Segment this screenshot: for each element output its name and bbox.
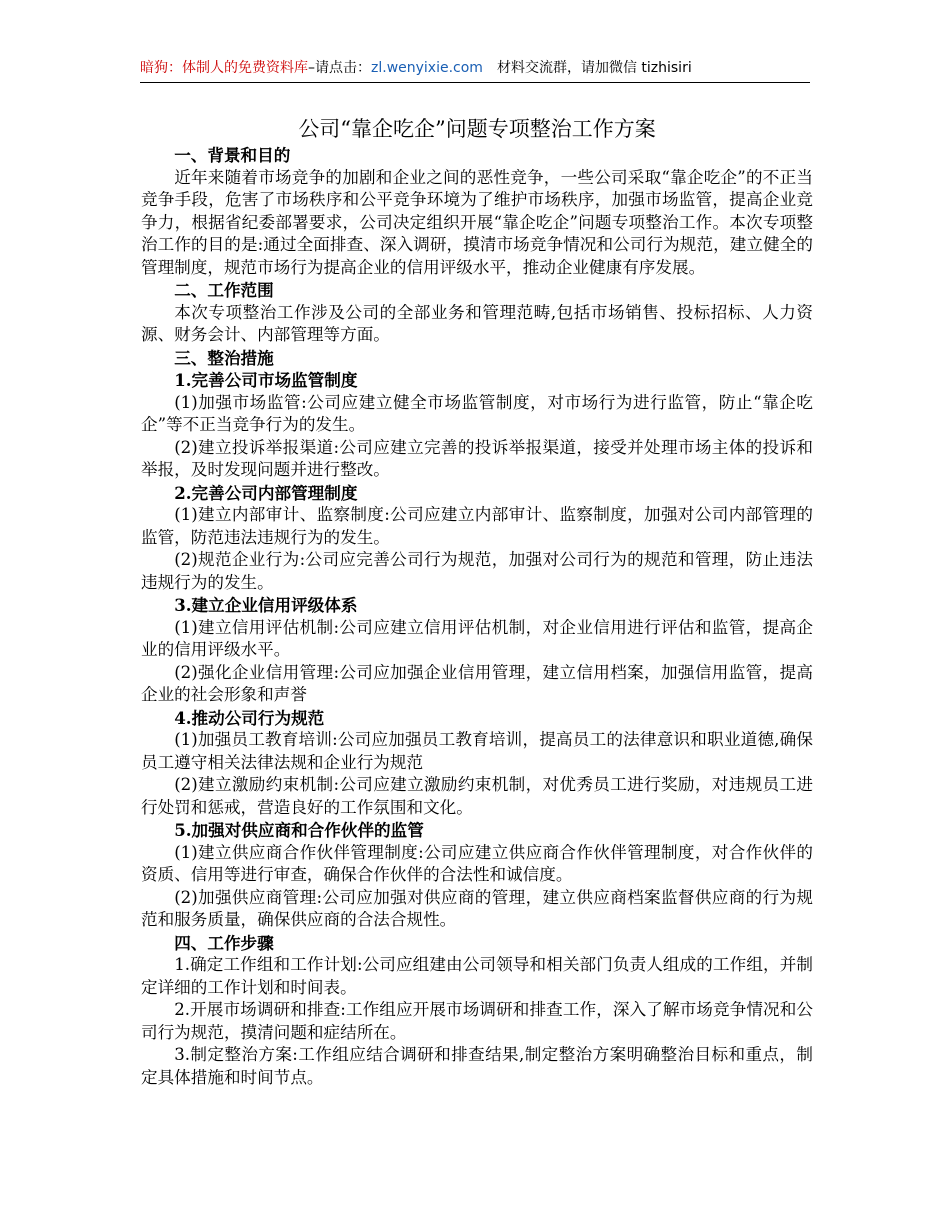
header-brand: 暗狗：体制人的免费资料库 — [140, 60, 308, 76]
document-title: 公司“靠企吃企”问题专项整治工作方案 — [298, 117, 656, 141]
section-heading: 三、整治措施 — [174, 347, 274, 368]
header-contact: 材料交流群，请加微信 tizhisiri — [496, 60, 692, 76]
paragraph: 1.确定工作组和工作计划:公司应组建由公司领导和相关部门负责人组成的工作组，并制定详细的工作计划和时间表。 — [141, 955, 813, 997]
subsection-heading: 5.加强对供应商和合作伙伴的监管 — [174, 820, 424, 840]
subsection-heading: 1.完善公司市场监管制度 — [174, 370, 358, 390]
paragraph: (2)规范企业行为:公司应完善公司行为规范，加强对公司行为的规范和管理，防止违法违规行为的发生。 — [141, 550, 813, 592]
paragraph: 3.制定整治方案:工作组应结合调研和排查结果,制定整治方案明确整治目标和重点，制定具体措施和时间节点。 — [141, 1045, 813, 1087]
paragraph: 本次专项整治工作涉及公司的全部业务和管理范畴,包括市场销售、投标招标、人力资源、财务会计、内部管理等方面。 — [141, 302, 813, 344]
paragraph: 2.开展市场调研和排查:工作组应开展市场调研和排查工作，深入了解市场竞争情况和公司行为规范，摸清问题和症结所在。 — [141, 1000, 813, 1042]
paragraph: (1)建立内部审计、监察制度:公司应建立内部审计、监察制度，加强对公司内部管理的监管，防范违法违规行为的发生。 — [141, 505, 813, 547]
paragraph: (2)建立投诉举报渠道:公司应建立完善的投诉举报渠道，接受并处理市场主体的投诉和举报，及时发现问题并进行整改。 — [141, 437, 813, 479]
section-heading: 二、工作范围 — [174, 280, 274, 300]
paragraph: (1)建立供应商合作伙伴管理制度:公司应建立供应商合作伙伴管理制度，对合作伙伴的资质、信用等进行审查，确保合作伙伴的合法性和诚信度。 — [141, 842, 813, 884]
paragraph: 近年来随着市场竞争的加剧和企业之间的恶性竞争，一些公司采取“靠企吃企”的不正当竞争手段，危害了市场秩序和公平竞争环境为了维护市场秩序，加强市场监管，提高企业竞争力，根据省纪委部署要求，公司决定组织开展“靠企吃企”问题专项整治工作。本次专项整治工作的目的是:通过全面排查、深入调研，摸清市场竞争情况和公司行为规范，建立健全的管理制度，规范市场行为提高企业的信用评级水平，推动企业健康有序发展。 — [141, 167, 813, 277]
header-click-label: –请点击： — [308, 60, 371, 76]
paragraph: (2)加强供应商管理:公司应加强对供应商的管理，建立供应商档案监督供应商的行为规范和服务质量，确保供应商的合法合规性。 — [141, 887, 813, 929]
subsection-heading: 3.建立企业信用评级体系 — [174, 595, 358, 615]
site-header — [140, 56, 810, 80]
subsection-heading: 2.完善公司内部管理制度 — [174, 482, 358, 503]
section-heading: 四、工作步骤 — [174, 932, 274, 953]
header-divider — [140, 82, 810, 83]
document-body — [141, 114, 813, 1089]
paragraph: (1)加强员工教育培训:公司应加强员工教育培训，提高员工的法律意识和职业道德,确保员工遵守相关法律法规和企业行为规范 — [141, 730, 813, 772]
paragraph: (2)建立激励约束机制:公司应建立激励约束机制，对优秀员工进行奖励，对违规员工进行处罚和惩戒，营造良好的工作氛围和文化。 — [141, 775, 813, 817]
paragraph: (2)强化企业信用管理:公司应加强企业信用管理，建立信用档案，加强信用监管，提高企业的社会形象和声誉 — [141, 662, 813, 704]
paragraph: (1)建立信用评估机制:公司应建立信用评估机制，对企业信用进行评估和监管，提高企业的信用评级水平。 — [141, 617, 813, 659]
subsection-heading: 4.推动公司行为规范 — [174, 707, 325, 728]
section-heading: 一、背景和目的 — [174, 145, 291, 165]
paragraph: (1)加强市场监管:公司应建立健全市场监管制度，对市场行为进行监管，防止“靠企吃企”等不正当竞争行为的发生。 — [141, 392, 813, 434]
header-url-link[interactable]: zl.wenyixie.com — [371, 60, 483, 76]
